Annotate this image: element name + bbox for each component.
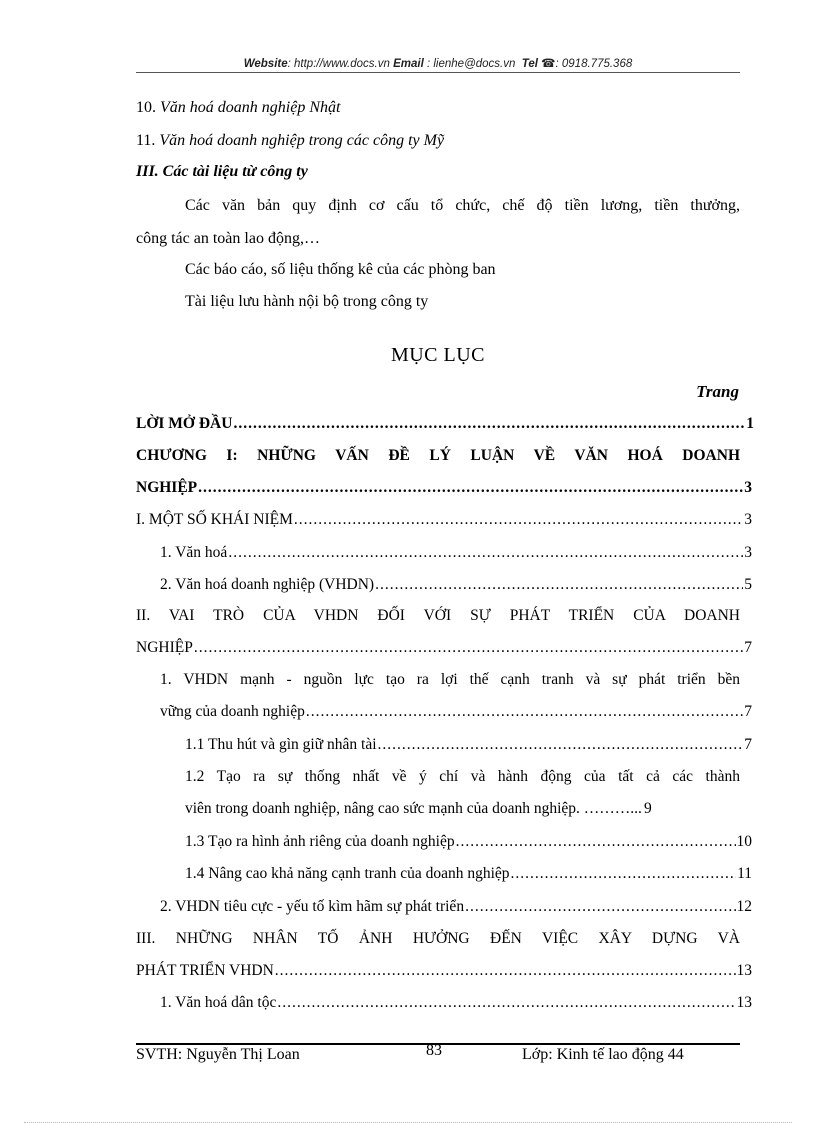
reference-title: Văn hoá doanh nghiệp Nhật [160,99,341,116]
toc-entry-page: 7 [744,639,752,656]
toc-entry[interactable] [160,897,752,917]
toc-leader [233,414,745,434]
reference-number: 11. [136,132,156,149]
toc-leader [294,510,743,530]
reference-title: Văn hoá doanh nghiệp trong các công ty Mỹ [159,132,445,149]
toc-entry-text: 1. VHDN mạnh - nguồn lực tạo ra lợi thế cạnh tranh và sự phát triển bền [160,671,740,688]
toc-entry[interactable] [185,799,752,819]
toc-entry-text: 1.3 Tạo ra hình ảnh riêng của doanh nghiệp [185,833,455,850]
toc-entry-text: CHƯƠNG I: NHỮNG VẤN ĐỀ LÝ LUẬN VỀ VĂN HOÁ DOANH [136,447,740,464]
paragraph-line: Tài liệu lưu hành nội bộ trong công ty [185,293,429,310]
toc-entry-text: III. NHỮNG NHÂN TỐ ẢNH HƯỞNG ĐẾN VIỆC XÂY DỰNG VÀ [136,930,740,947]
toc-entry-text: 2. VHDN tiêu cực - yếu tố kìm hãm sự phát triển [160,898,465,915]
footer-student: SVTH: Nguyễn Thị Loan [136,1046,300,1063]
toc-entry[interactable] [136,414,754,434]
toc-entry[interactable] [160,702,752,722]
toc-leader [275,961,736,981]
toc-entry-page: 11 [737,865,752,882]
website-label: Website [243,58,288,70]
paragraph-line: công tác an toàn lao động,… [136,230,320,247]
toc-entry-page: 13 [736,962,752,979]
reference-item-11 [136,131,444,151]
toc-leader [465,897,735,917]
toc-entry-text: NGHIỆP [136,479,198,496]
toc-leader [306,702,743,722]
toc-entry-page: 7 [744,703,752,720]
toc-title: MỤC LỤC [390,344,486,366]
website-value: : http://www.docs.vn [287,58,390,70]
toc-leader [198,478,743,498]
toc-entry-page: 9 [643,800,652,817]
toc-entry-page: 5 [744,576,752,593]
toc-entry-page: 3 [744,511,752,528]
toc-entry-text: LỜI MỞ ĐẦU [136,415,233,432]
toc-entry-text: 1. Văn hoá [160,544,228,561]
paragraph-line: Các báo cáo, số liệu thống kê của các phòng ban [185,261,496,278]
toc-entry-text: 1. Văn hoá dân tộc [160,994,277,1011]
tel-label: Tel [521,58,538,70]
toc-leader [194,638,743,658]
toc-entry-text: PHÁT TRIỂN VHDN [136,962,274,979]
toc-entry-page: 10 [736,833,752,850]
toc-leader [277,993,735,1013]
page-header [136,56,740,73]
toc-entry[interactable] [160,543,752,563]
toc-leader [378,735,744,755]
toc-entry-page: 3 [744,479,752,496]
email-label: Email [393,58,424,70]
toc-entry[interactable] [185,864,752,884]
toc-entry-text: 2. Văn hoá doanh nghiệp (VHDN) [160,576,375,593]
toc-entry-page: 12 [736,898,752,915]
reference-item-10 [136,98,340,118]
toc-entry-page: 7 [744,736,752,753]
toc-entry[interactable] [136,478,752,498]
section-heading-company-docs: III. Các tài liệu từ công ty [136,163,308,180]
toc-leader [228,543,743,563]
paragraph-line: Các văn bản quy định cơ cấu tổ chức, chế độ tiền lương, tiền thưởng, [185,197,740,214]
toc-entry-text: 1.2 Tạo ra sự thống nhất về ý chí và hành động của tất cả các thành [185,768,740,785]
tel-value: : 0918.775.368 [555,58,633,70]
email-value: : lienhe@docs.vn [426,58,516,70]
toc-leader [375,575,743,595]
toc-entry-text: NGHIỆP [136,639,193,656]
footer-class: Lớp: Kinh tế lao động 44 [522,1046,684,1063]
toc-entry[interactable] [136,638,752,658]
toc-entry-page: 13 [736,994,752,1011]
toc-leader [456,832,736,852]
toc-entry[interactable] [136,961,752,981]
toc-entry-text: 1.4 Nâng cao khả năng cạnh tranh của doanh nghiệp [185,865,510,882]
toc-entry-text: vững của doanh nghiệp [160,703,305,720]
toc-entry-text: II. VAI TRÒ CỦA VHDN ĐỐI VỚI SỰ PHÁT TRIỂN CỦA DOANH [136,607,740,624]
toc-entry[interactable] [160,993,752,1013]
toc-leader [511,864,737,884]
phone-icon: ☎ [541,58,556,70]
toc-entry[interactable] [185,735,752,755]
toc-entry-page: 3 [744,544,752,561]
toc-entry[interactable] [136,510,752,530]
toc-entry[interactable] [160,575,752,595]
footer-page-number: 83 [426,1042,442,1059]
toc-page-label: Trang [696,382,739,401]
toc-entry-page: 1 [746,415,754,432]
toc-entry-text: viên trong doanh nghiệp, nâng cao sức mạnh của doanh nghiệp. ………... [185,800,642,817]
reference-number: 10. [136,99,156,116]
toc-entry[interactable] [185,832,752,852]
toc-entry-text: 1.1 Thu hút và gìn giữ nhân tài [185,736,377,753]
toc-entry-text: I. MỘT SỐ KHÁI NIỆM [136,511,293,528]
